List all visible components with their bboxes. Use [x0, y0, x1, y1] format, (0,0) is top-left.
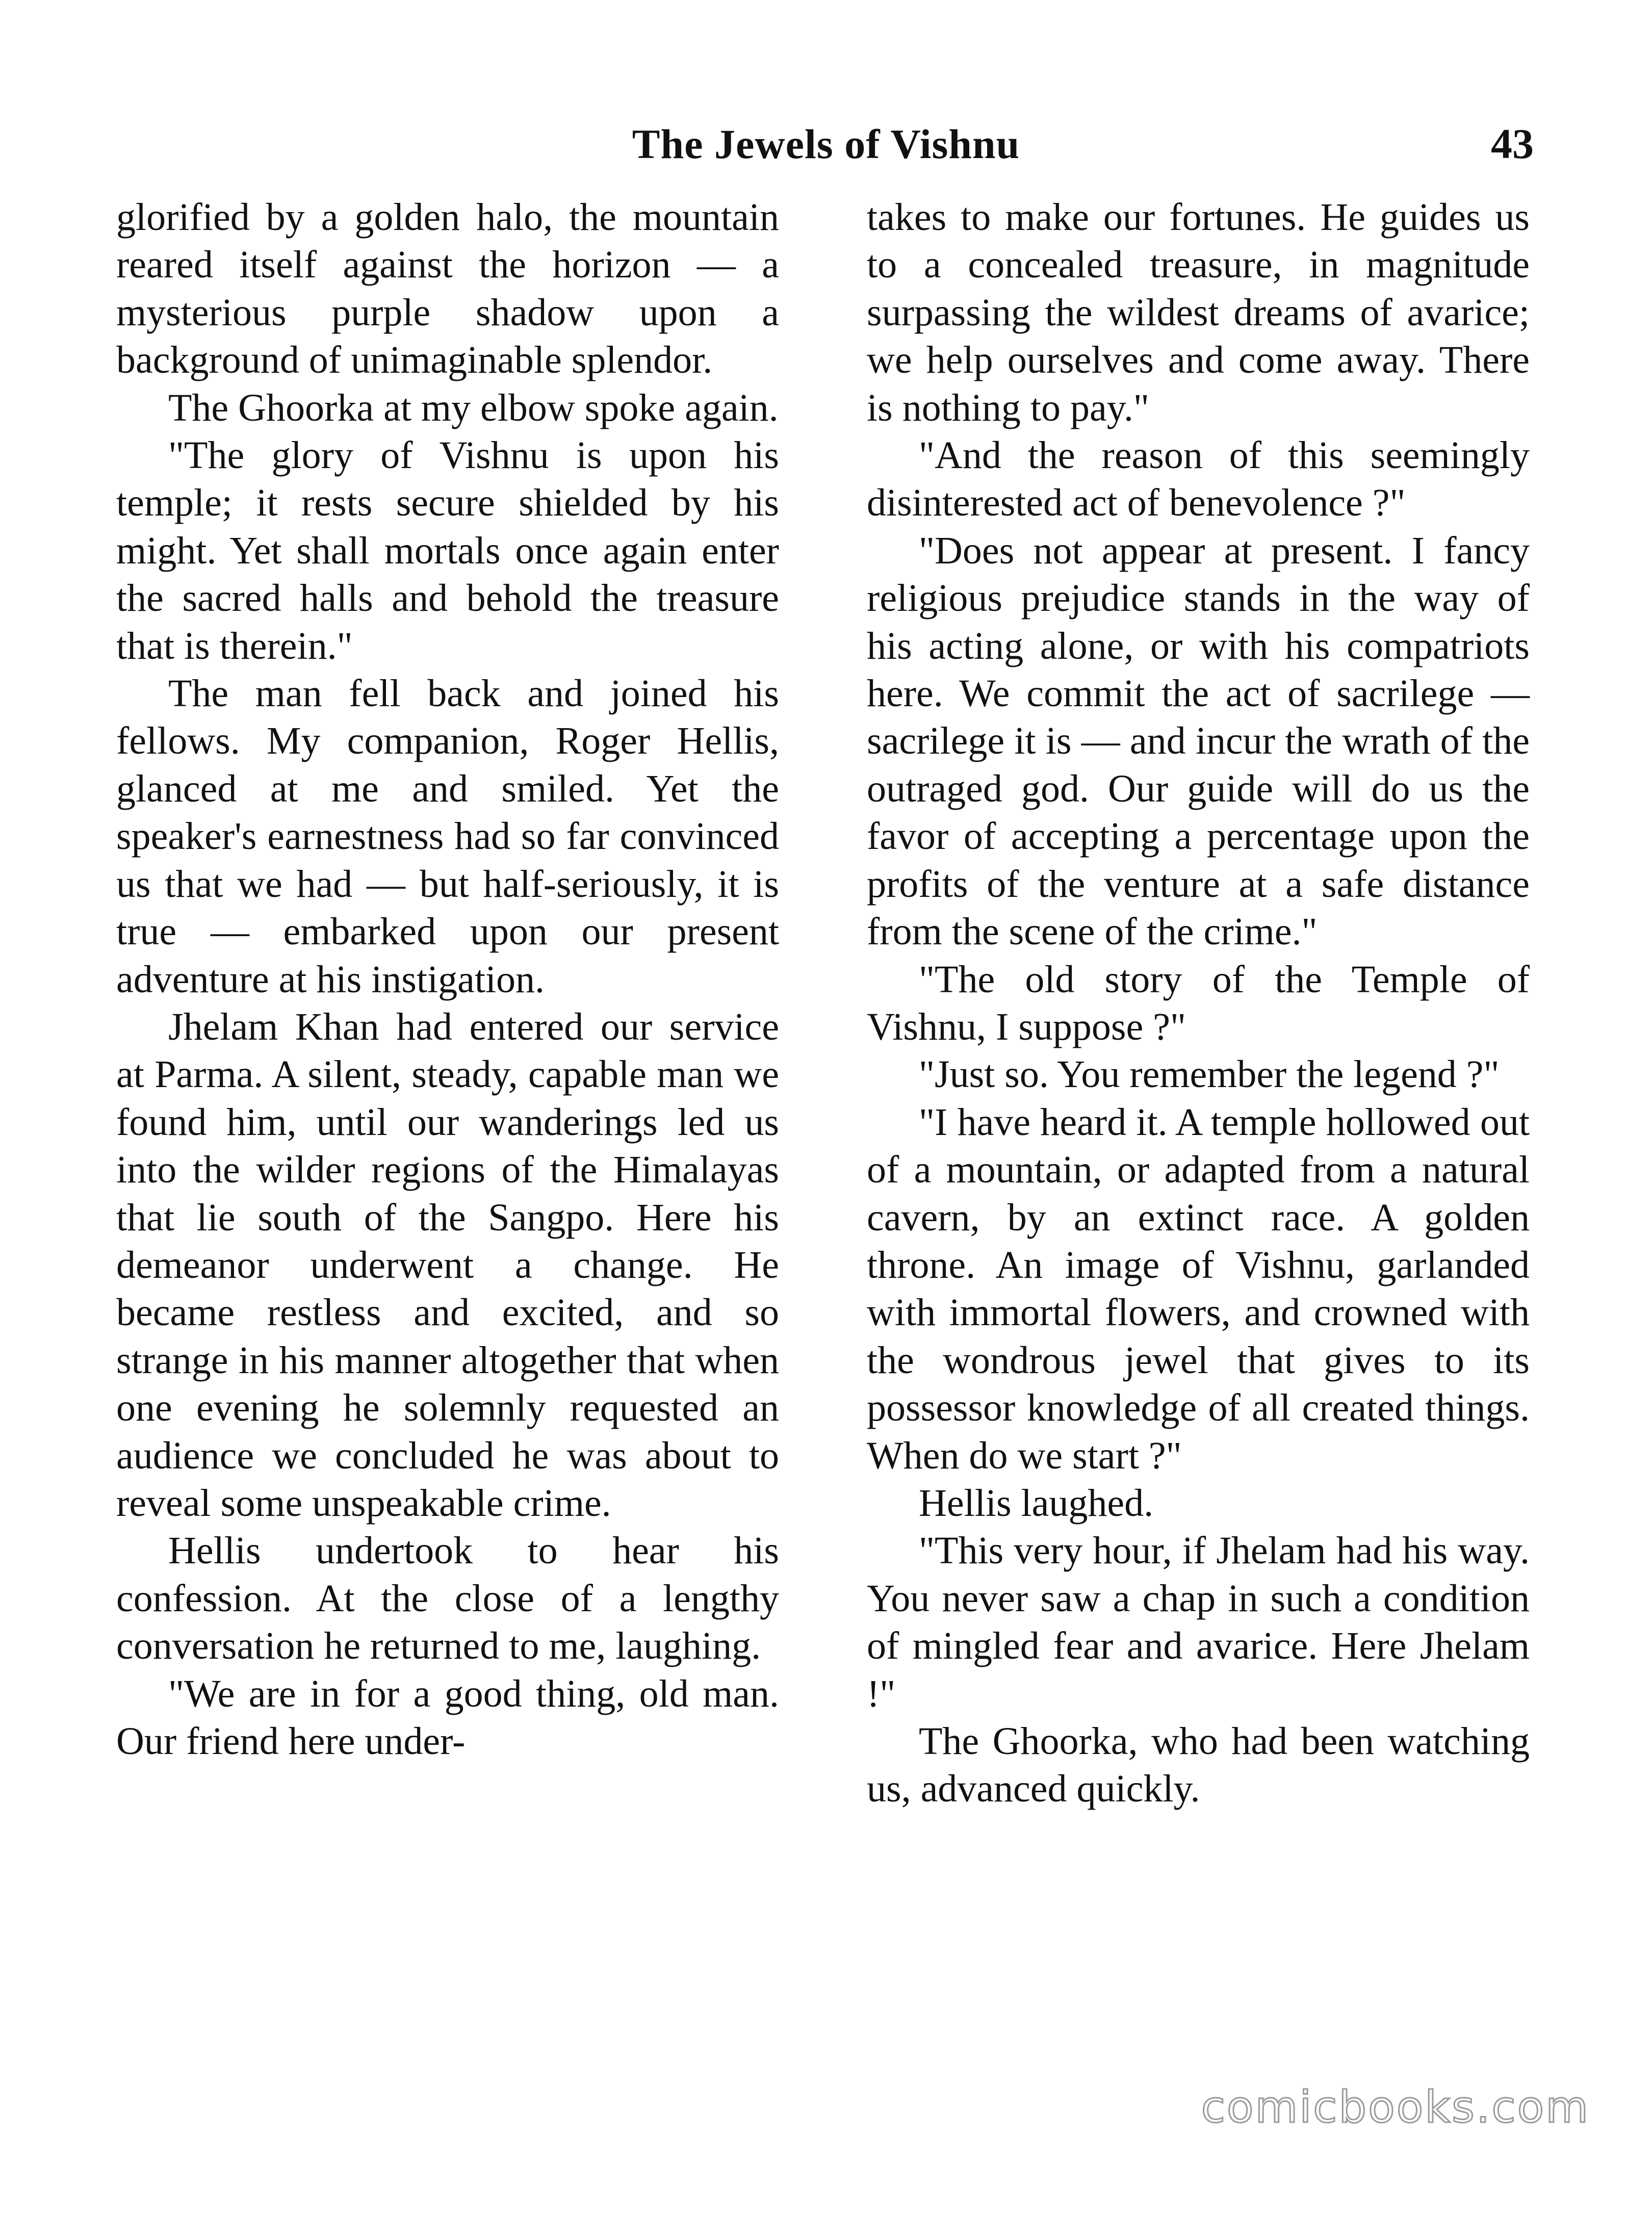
paragraph: Hellis undertook to hear his confession. At the close of a lengthy conversation he returned to me, laughing.: [116, 1529, 779, 1668]
left-column: [116, 194, 779, 1765]
running-title: The Jewels of Vishnu: [632, 121, 1020, 167]
paragraph: Jhelam Khan had entered our service at Parma. A silent, steady, capable man we found him, until our wanderings led us into the wilder regions of the Himalayas that lie south of the Sangpo. Here his demeanor underwent a change. He became restless and excited, and so strange in his manner altogether that when one evening he solemnly requested an audience we concluded he was about to reveal some unspeakable crime.: [116, 1005, 779, 1525]
site-watermark: comicbooks.com: [1201, 2082, 1590, 2133]
paragraph: glorified by a golden halo, the mountain reared itself against the horizon — a mysterious purple shadow upon a background of unimaginable splendor.: [116, 196, 779, 382]
paragraph: The Ghoorka at my elbow spoke again.: [168, 386, 779, 429]
paragraph: "The glory of Vishnu is upon his temple; it rests secure shielded by his might. Yet shall mortals once again enter the sacred halls and behold the treasure that is therein.": [116, 434, 779, 667]
paragraph: "I have heard it. A temple hollowed out of a mountain, or adapted from a natural cavern, by an extinct race. A golden throne. An image of Vishnu, garlanded with immortal flowers, and crowned with the wondrous jewel that gives to its possessor knowledge of all created things. When do we start ?": [867, 1100, 1530, 1477]
paragraph: takes to make our fortunes. He guides us to a concealed treasure, in magnitude surpassing the wildest dreams of avarice; we help ourselves and come away. There is nothing to pay.": [867, 196, 1530, 429]
paragraph: "And the reason of this seemingly disinterested act of benevolence ?": [867, 434, 1530, 525]
paragraph: Hellis laughed.: [919, 1481, 1154, 1525]
page-number: 43: [1491, 120, 1534, 168]
right-column: [867, 194, 1530, 1813]
paragraph: "Just so. You remember the legend ?": [919, 1053, 1500, 1096]
paragraph: "This very hour, if Jhelam had his way. You never saw a chap in such a condition of mingled fear and avarice. Here Jhelam !": [867, 1529, 1530, 1715]
paragraph: The man fell back and joined his fellows. My companion, Roger Hellis, glanced at me and smiled. Yet the speaker's earnestness had so far convinced us that we had — but half-seriously, it is true — embarked upon our present adventure at his instigation.: [116, 672, 779, 1001]
paragraph: "Does not appear at present. I fancy religious prejudice stands in the way of his acting alone, or with his compatriots here. We commit the act of sacrilege — sacrilege it is — and incur the wrath of the outraged god. Our guide will do us the favor of accepting a percentage upon the profits of the venture at a safe distance from the scene of the crime.": [867, 529, 1530, 953]
paragraph: "The old story of the Temple of Vishnu, I suppose ?": [867, 958, 1530, 1048]
paragraph: "We are in for a good thing, old man. Our friend here under-: [116, 1672, 779, 1763]
paragraph: The Ghoorka, who had been watching us, advanced quickly.: [867, 1720, 1530, 1811]
